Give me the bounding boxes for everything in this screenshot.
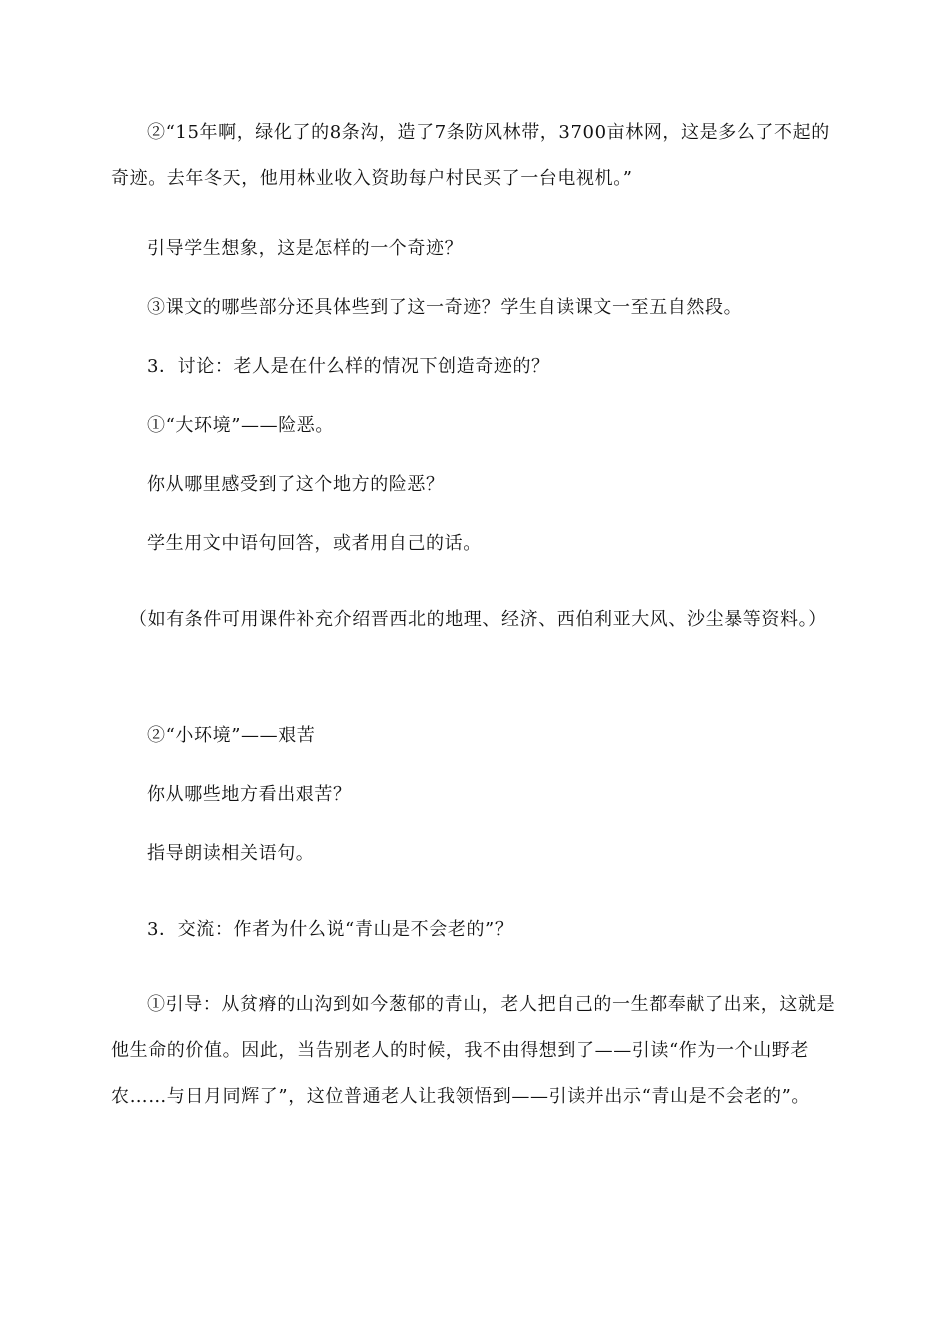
paragraph-small-environment: ②“小环境”——艰苦: [147, 725, 316, 746]
paragraph-guided-reading: 指导朗读相关语句。: [147, 843, 315, 864]
paragraph-student-answer: 学生用文中语句回答，或者用自己的话。: [147, 533, 482, 554]
paragraph-imagine-guide: 引导学生想象，这是怎样的一个奇迹？: [147, 238, 464, 259]
paragraph-big-environment: ①“大环境”——险恶。: [147, 415, 335, 436]
paragraph-discussion-heading: 3．讨论：老人是在什么样的情况下创造奇迹的？: [147, 356, 550, 377]
paragraph-conclusion-guide: ①引导：从贫瘠的山沟到如今葱郁的青山，老人把自己的一生都奉献了出来，这就是他生命的价值。因此，当告别老人的时候，我不由得想到了——引读“作为一个山野老农……与日月同辉了”，这位普通老人让我领悟到——引读并出示“青山是不会老的”。: [111, 994, 836, 1107]
paragraph-miracle-quote: ②“15年啊，绿化了的8条沟，造了7条防风林带，3700亩林网，这是多么了不起的奇迹。去年冬天，他用林业收入资助每户村民买了一台电视机。”: [111, 122, 830, 189]
paragraph-question-harsh: 你从哪里感受到了这个地方的险恶？: [147, 474, 445, 495]
paragraph-supplement-note: （如有条件可用课件补充介绍晋西北的地理、经济、西伯利亚大风、沙尘暴等资料。）: [129, 609, 827, 630]
paragraph-question-hardship: 你从哪些地方看出艰苦？: [147, 784, 352, 805]
paragraph-exchange-heading: 3．交流：作者为什么说“青山是不会老的”？: [147, 919, 514, 940]
paragraph-self-reading: ③课文的哪些部分还具体些到了这一奇迹？学生自读课文一至五自然段。: [147, 297, 743, 318]
